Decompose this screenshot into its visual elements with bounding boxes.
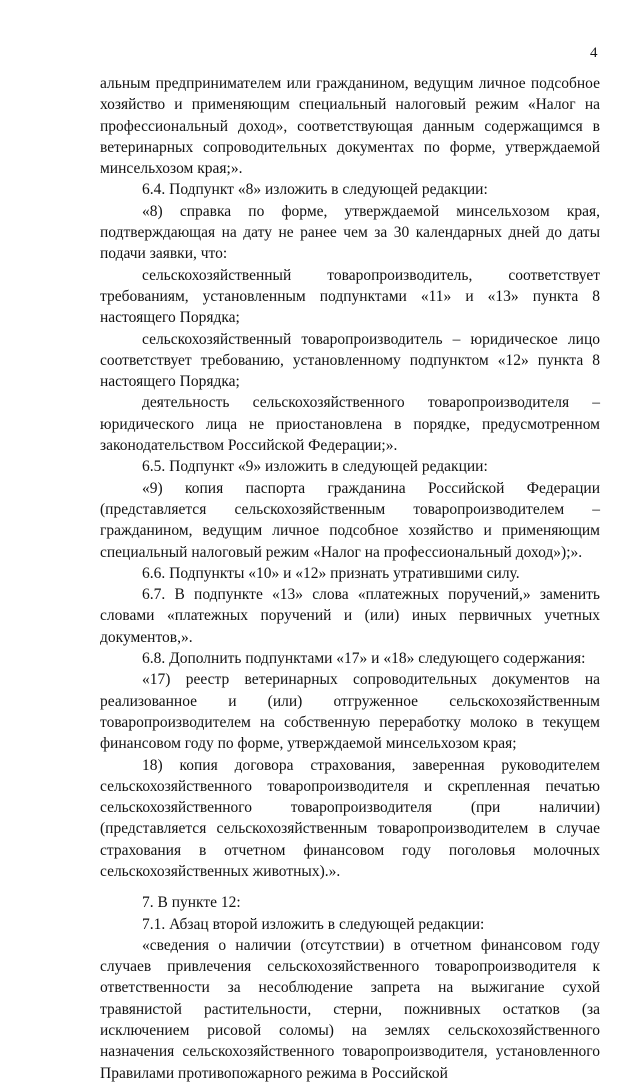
- paragraph-8-certificate: «8) справка по форме, утверждаемой минсельхозом края, подтверждающая на дату не ранее чем за 30 календарных дней до даты подачи заявки, что:: [100, 202, 600, 263]
- paragraph-7-1: 7.1. Абзац второй изложить в следующей редакции:: [142, 915, 485, 933]
- paragraph-6-4: 6.4. Подпункт «8» изложить в следующей редакции:: [142, 181, 488, 199]
- paragraph-6-8: 6.8. Дополнить подпунктами «17» и «18» следующего содержания:: [142, 650, 586, 668]
- document-body: [100, 73, 600, 1084]
- paragraph-6-6: 6.6. Подпункты «10» и «12» признать утратившими силу.: [142, 564, 520, 582]
- paragraph-continuation: альным предпринимателем или гражданином, ведущим личное подсобное хозяйство и применяющим специальный налоговый режим «Налог на профессиональный доход», соответствующая данным содержащимся в ветеринарных сопроводительных документах по форме, утверждаемой минсельхозом края;».: [100, 75, 600, 178]
- paragraph-producer-requirements: сельскохозяйственный товаропроизводитель, соответствует требованиям, установленным подпунктами «11» и «13» пункта 8 настоящего Порядка;: [100, 266, 600, 327]
- paragraph-7: 7. В пункте 12:: [142, 894, 241, 912]
- paragraph-18-insurance: 18) копия договора страхования, заверенная руководителем сельскохозяйственного товаропроизводителя и скрепленная печатью сельскохозяйственного товаропроизводителя (при наличии) (представляется сельскохозяйственным товаропроизводителем в случае страхования в отчетном финансовом году поголовья молочных сельскохозяйственных животных).».: [100, 756, 600, 880]
- paragraph-gap: [100, 882, 600, 892]
- paragraph-fire-regime-info: «сведения о наличии (отсутствии) в отчетном финансовом году случаев привлечения сельскохозяйственного товаропроизводителя к ответственности за несоблюдение запрета на выжигание сухой травянистой растительности, стерни, пожнивных остатков (за исключением рисовой соломы) на землях сельскохозяйственного назначения сельскохозяйственного товаропроизводителя, установленного Правилами противопожарного режима в Российской: [100, 936, 600, 1082]
- paragraph-6-7: 6.7. В подпункте «13» слова «платежных поручений,» заменить словами «платежных поручений и (или) иных первичных учетных документов,».: [100, 586, 600, 646]
- paragraph-17-registry: «17) реестр ветеринарных сопроводительных документов на реализованное и (или) отгруженное сельскохозяйственным товаропроизводителем на собственную переработку молоко в текущем финансовом году по форме, утверждаемой минсельхозом края;: [100, 671, 600, 753]
- paragraph-activity-not-suspended: деятельность сельскохозяйственного товаропроизводителя – юридического лица не приостановлена в порядке, предусмотренном законодательством Российской Федерации;».: [100, 394, 600, 455]
- paragraph-legal-entity-requirement: сельскохозяйственный товаропроизводитель – юридическое лицо соответствует требованию, установленному подпунктом «12» пункта 8 настоящего Порядка;: [100, 330, 600, 391]
- paragraph-6-5: 6.5. Подпункт «9» изложить в следующей редакции:: [142, 458, 488, 476]
- page-number: 4: [590, 45, 598, 61]
- paragraph-9-passport: «9) копия паспорта гражданина Российской Федерации (представляется сельскохозяйственным товаропроизводителем – гражданином, ведущим личное подсобное хозяйство и применяющим специальный налоговый режим «Налог на профессиональный доход»);».: [100, 479, 600, 561]
